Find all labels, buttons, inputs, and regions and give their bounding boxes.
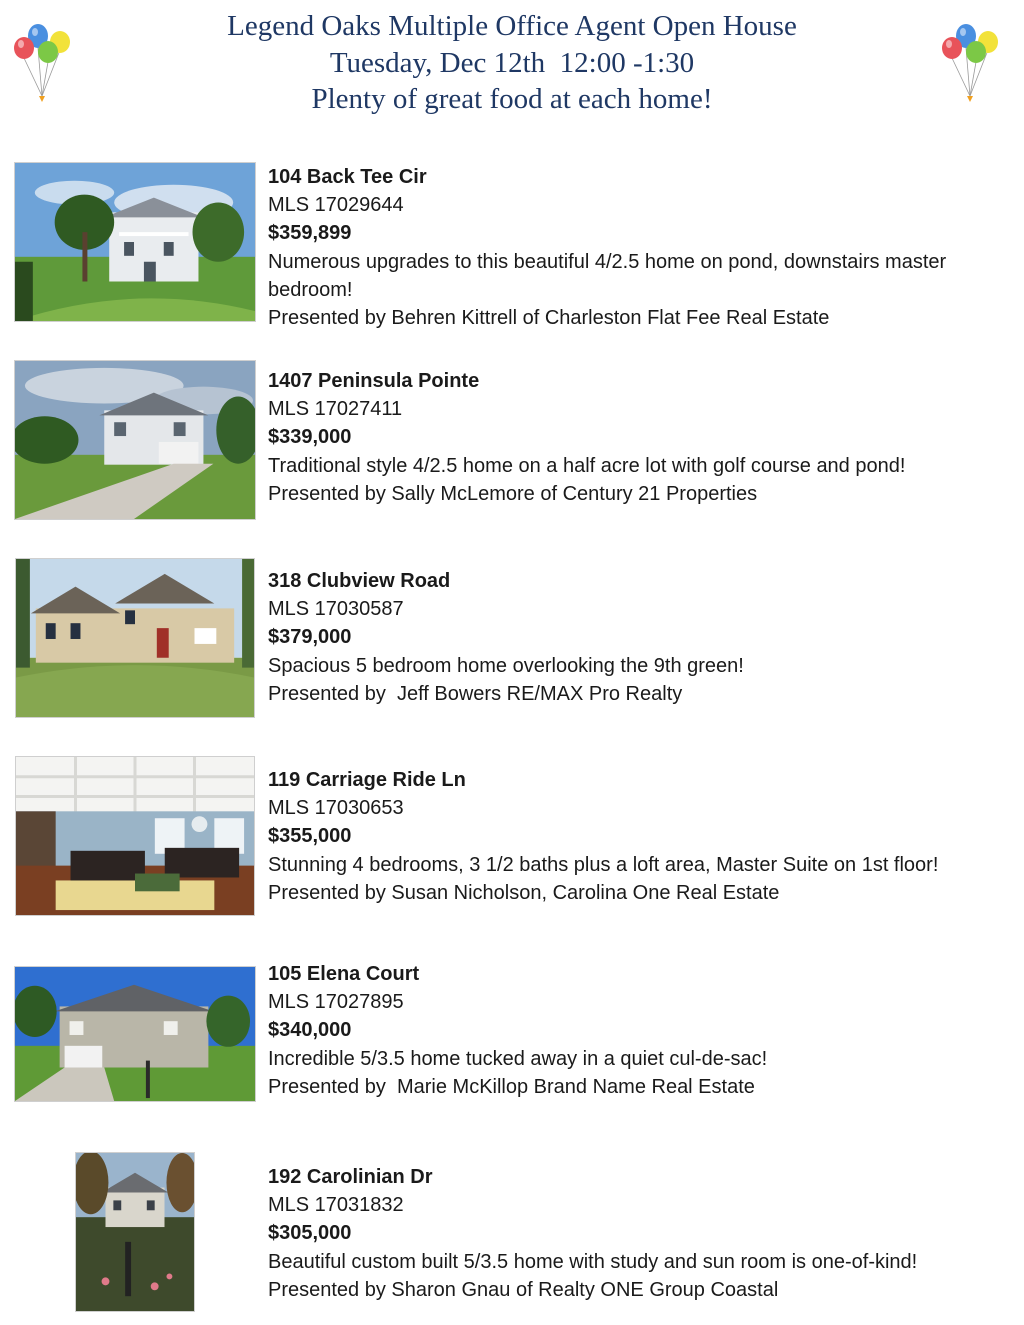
listing-price: $355,000 — [268, 825, 352, 848]
flyer-header — [0, 8, 1024, 118]
listing-info — [268, 567, 1013, 708]
listing-presenter: Presented by Behren Kittrell of Charleston Flat Fee Real Estate — [268, 307, 830, 330]
event-date-time: Tuesday, Dec 12th 12:00 -1:30 — [329, 46, 695, 79]
listing-presenter: Presented by Jeff Bowers RE/MAX Pro Realty — [268, 682, 683, 705]
listing-presenter: Presented by Susan Nicholson, Carolina One Real Estate — [268, 881, 780, 904]
listing-photo — [14, 966, 256, 1102]
listing-address: 318 Clubview Road — [268, 570, 451, 592]
listing-presenter: Presented by Sally McLemore of Century 21 Properties — [268, 482, 758, 505]
listing-description: Traditional style 4/2.5 home on a half acre lot with golf course and pond! — [268, 454, 906, 477]
listing-address: 1407 Peninsula Pointe — [268, 370, 480, 392]
listing-mls: MLS 17030653 — [268, 797, 404, 820]
listing-description: Beautiful custom built 5/3.5 home with study and sun room is one-of-kind! — [268, 1250, 918, 1273]
listing-info — [268, 163, 1013, 332]
listing-price: $359,899 — [268, 222, 352, 245]
listing-address: 105 Elena Court — [268, 963, 420, 985]
listing-price: $340,000 — [268, 1019, 352, 1042]
listing-info — [268, 367, 1013, 508]
listing-mls: MLS 17031832 — [268, 1194, 404, 1217]
listing-address: 104 Back Tee Cir — [268, 166, 427, 188]
flyer-title: Legend Oaks Multiple Office Agent Open House — [227, 10, 797, 42]
listing-description: Numerous upgrades to this beautiful 4/2.5 home on pond, downstairs master bedroom! — [268, 250, 952, 301]
listing-mls: MLS 17030587 — [268, 598, 404, 621]
balloons-icon — [940, 20, 1004, 106]
listing-photo — [75, 1152, 195, 1312]
listing-mls: MLS 17027411 — [268, 398, 403, 421]
listing-price: $379,000 — [268, 626, 352, 649]
listing-mls: MLS 17027895 — [268, 991, 404, 1014]
listing-description: Stunning 4 bedrooms, 3 1/2 baths plus a loft area, Master Suite on 1st floor! — [268, 853, 939, 876]
listing-mls: MLS 17029644 — [268, 194, 404, 217]
listing-description: Incredible 5/3.5 home tucked away in a quiet cul-de-sac! — [268, 1047, 768, 1070]
listing-photo — [14, 162, 256, 322]
event-tagline: Plenty of great food at each home! — [311, 83, 713, 115]
listing-info — [268, 766, 1013, 907]
listing-price: $305,000 — [268, 1222, 352, 1245]
listing-price: $339,000 — [268, 426, 352, 449]
listing-photo — [15, 558, 255, 718]
listing-presenter: Presented by Sharon Gnau of Realty ONE Group Coastal — [268, 1278, 779, 1301]
listing-address: 192 Carolinian Dr — [268, 1166, 433, 1188]
balloons-icon — [12, 20, 76, 106]
listing-photo — [14, 360, 256, 520]
listing-info — [268, 960, 1013, 1101]
listing-address: 119 Carriage Ride Ln — [268, 769, 466, 791]
listing-info — [268, 1163, 1013, 1304]
listing-description: Spacious 5 bedroom home overlooking the 9th green! — [268, 654, 744, 677]
listing-presenter: Presented by Marie McKillop Brand Name Real Estate — [268, 1075, 755, 1098]
listing-photo — [15, 756, 255, 916]
